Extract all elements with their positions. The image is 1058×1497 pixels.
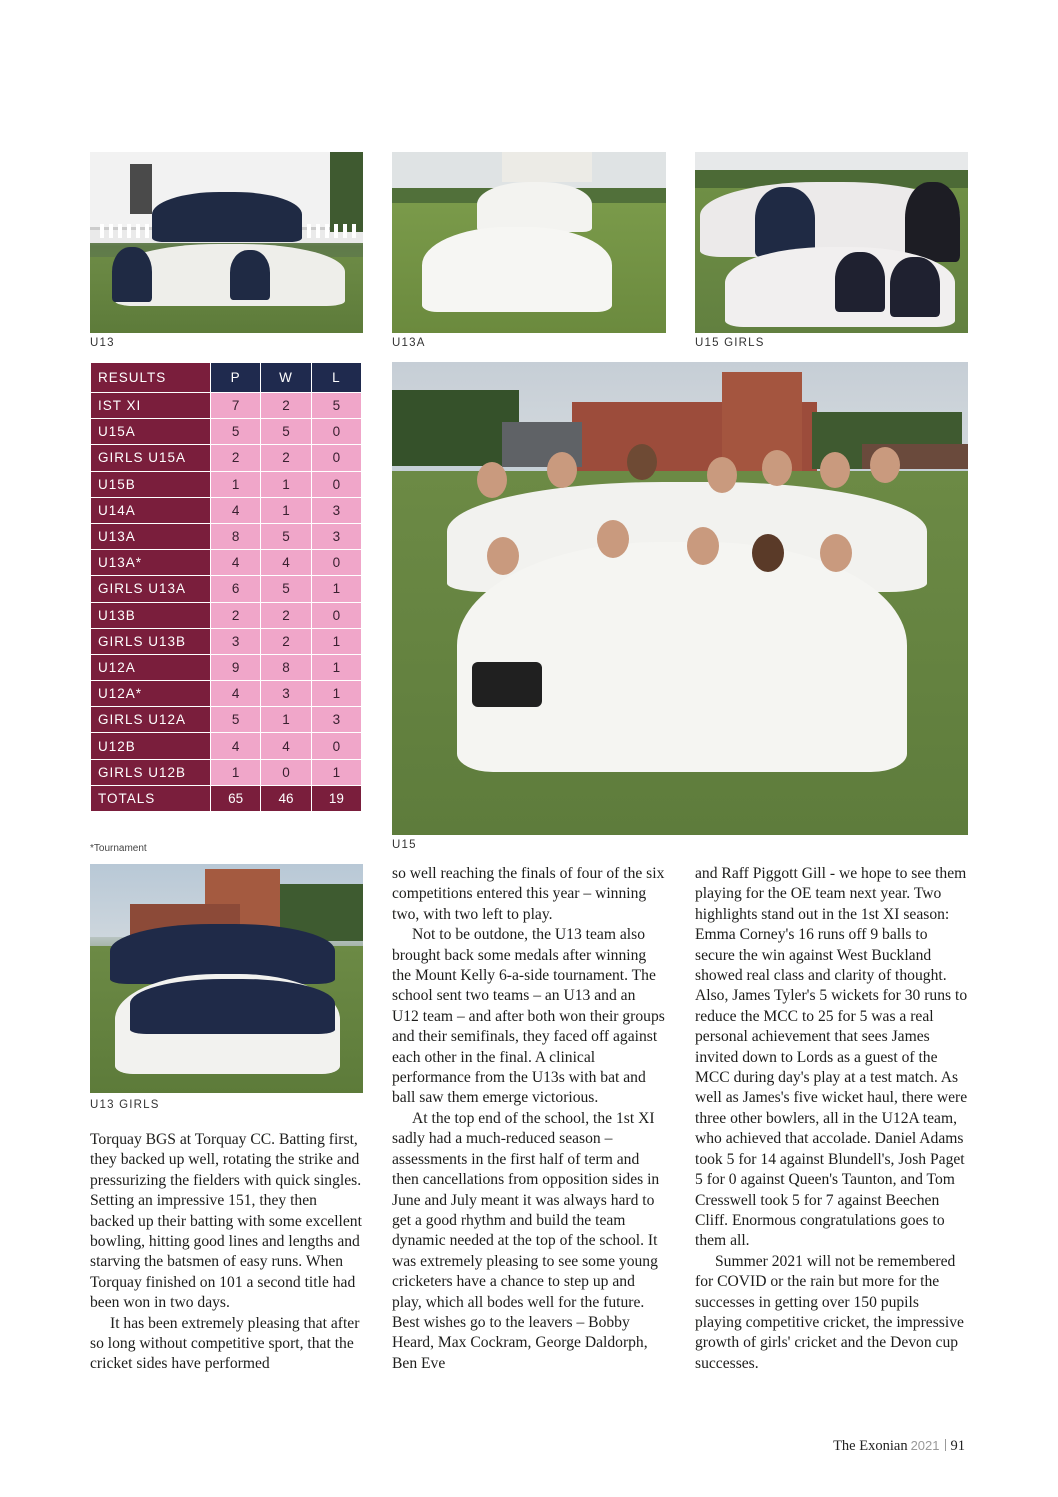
won-value: 8 <box>261 655 310 680</box>
played-value: 1 <box>211 760 260 785</box>
table-row <box>91 419 361 444</box>
publication-name: The Exonian <box>833 1438 908 1454</box>
team-name: U15A <box>91 419 210 444</box>
table-row <box>91 707 361 732</box>
photo-u15 <box>392 362 968 835</box>
photo-caption: U13A <box>392 337 426 349</box>
won-value: 3 <box>261 681 310 706</box>
table-row <box>91 681 361 706</box>
played-value: 3 <box>211 629 260 654</box>
won-value: 2 <box>261 393 310 418</box>
lost-value: 0 <box>312 733 361 758</box>
team-name: GIRLS U15A <box>91 445 210 470</box>
won-value: 5 <box>261 524 310 549</box>
won-value: 1 <box>261 498 310 523</box>
table-row <box>91 445 361 470</box>
played-value: 2 <box>211 603 260 628</box>
team-name: GIRLS U12B <box>91 760 210 785</box>
lost-value: 0 <box>312 550 361 575</box>
article-column-3 <box>695 864 968 1374</box>
played-value: 4 <box>211 733 260 758</box>
photo-u13a <box>392 152 666 333</box>
team-name: IST XI <box>91 393 210 418</box>
played-value: 4 <box>211 550 260 575</box>
lost-value: 3 <box>312 498 361 523</box>
played-value: 2 <box>211 445 260 470</box>
photo-caption: U13 GIRLS <box>90 1099 160 1111</box>
article-paragraph: Summer 2021 will not be remembered for COVID or the rain but more for the successes in getting over 150 pupils playing competitive cricket, the impressive growth of girls' cricket and the Devon cup successes. <box>695 1252 964 1372</box>
won-value: 2 <box>261 603 310 628</box>
photo-caption: U15 GIRLS <box>695 337 765 349</box>
article-paragraph: so well reaching the finals of four of the six competitions entered this year – winning two, with two left to play. <box>392 865 665 923</box>
won-value: 2 <box>261 445 310 470</box>
lost-value: 1 <box>312 629 361 654</box>
lost-value: 0 <box>312 472 361 497</box>
lost-value: 0 <box>312 419 361 444</box>
lost-value: 1 <box>312 576 361 601</box>
team-name: U12B <box>91 733 210 758</box>
played-value: 6 <box>211 576 260 601</box>
team-name: U15B <box>91 472 210 497</box>
table-row <box>91 733 361 758</box>
lost-value: 0 <box>312 603 361 628</box>
won-value: 4 <box>261 733 310 758</box>
lost-value: 1 <box>312 760 361 785</box>
footer-divider <box>945 1439 946 1451</box>
results-header-won: W <box>261 363 310 392</box>
table-row <box>91 655 361 680</box>
lost-value: 1 <box>312 655 361 680</box>
team-name: U13A* <box>91 550 210 575</box>
table-row <box>91 472 361 497</box>
results-header-played: P <box>211 363 260 392</box>
table-footnote: *Tournament <box>90 843 147 854</box>
totals-label: TOTALS <box>91 786 210 811</box>
team-name: U13B <box>91 603 210 628</box>
article-column-2 <box>392 864 665 1374</box>
lost-total: 19 <box>312 786 361 811</box>
page-footer <box>833 1438 965 1455</box>
photo-u15-girls <box>695 152 968 333</box>
table-row <box>91 629 361 654</box>
played-value: 8 <box>211 524 260 549</box>
article-paragraph: and Raff Piggott Gill - we hope to see them playing for the OE team next year. Two highlights stand out in the 1st XI season: Emma Corney's 16 runs off 9 balls to secure the win against West Buckland showed real class and clarity of thought. Also, James Tyler's 5 wickets for 30 runs to reduce the MCC to 25 for 5 was a real personal achievement that sees James invited down to Lords as a guest of the MCC during day's play at a test match. As well as James's five wicket haul, there were three other bowlers, all in the U12A team, who achieved that accolade. Daniel Adams took 5 for 14 against Blundell's, Josh Paget 5 for 0 against Queen's Taunton, and Tom Cresswell took 5 for 7 against Beechen Cliff. Enormous congratulations goes to them all. <box>695 865 968 1250</box>
team-name: U12A* <box>91 681 210 706</box>
team-name: GIRLS U13A <box>91 576 210 601</box>
photo-u13 <box>90 152 363 333</box>
won-total: 46 <box>261 786 310 811</box>
played-value: 9 <box>211 655 260 680</box>
won-value: 4 <box>261 550 310 575</box>
lost-value: 5 <box>312 393 361 418</box>
article-paragraph: At the top end of the school, the 1st XI sadly had a much-reduced season – assessments in the first half of term and then cancellations from opposition sides in June and July meant it was always hard to get a good rhythm and build the team dynamic needed at the top of the school. It was extremely pleasing to see some young cricketers have a chance to step up and play, which all bodes well for the future. Best wishes go to the leavers – Bobby Heard, Max Cockram, George Daldorph, Ben Eve <box>392 1109 660 1372</box>
table-row <box>91 603 361 628</box>
article-column-1 <box>90 1130 363 1375</box>
played-value: 1 <box>211 472 260 497</box>
table-row <box>91 393 361 418</box>
page-number: 91 <box>950 1438 965 1454</box>
played-value: 5 <box>211 707 260 732</box>
results-table <box>90 362 362 812</box>
table-row <box>91 498 361 523</box>
team-name: U13A <box>91 524 210 549</box>
team-name: GIRLS U12A <box>91 707 210 732</box>
lost-value: 0 <box>312 445 361 470</box>
won-value: 5 <box>261 576 310 601</box>
results-table-header <box>91 363 361 392</box>
table-row <box>91 576 361 601</box>
table-row <box>91 550 361 575</box>
played-value: 5 <box>211 419 260 444</box>
photo-u13-girls <box>90 864 363 1093</box>
article-paragraph: It has been extremely pleasing that after so long without competitive sport, that the cricket sides have performed <box>90 1314 360 1373</box>
played-value: 7 <box>211 393 260 418</box>
results-header-team: RESULTS <box>91 363 210 392</box>
results-header-lost: L <box>312 363 361 392</box>
table-row <box>91 524 361 549</box>
won-value: 2 <box>261 629 310 654</box>
won-value: 5 <box>261 419 310 444</box>
team-name: U14A <box>91 498 210 523</box>
won-value: 1 <box>261 707 310 732</box>
article-paragraph: Torquay BGS at Torquay CC. Batting first, they backed up well, rotating the strike and pressurizing the fielders with quick singles. Setting an impressive 151, they then backed up their batting with some excellent bowling, hitting good lines and lengths and starving the batsmen of easy runs. When Torquay finished on 101 a second title had been won in two days. <box>90 1131 362 1312</box>
played-value: 4 <box>211 498 260 523</box>
won-value: 1 <box>261 472 310 497</box>
lost-value: 3 <box>312 707 361 732</box>
played-value: 4 <box>211 681 260 706</box>
table-row <box>91 760 361 785</box>
team-name: GIRLS U13B <box>91 629 210 654</box>
won-value: 0 <box>261 760 310 785</box>
played-total: 65 <box>211 786 260 811</box>
team-name: U12A <box>91 655 210 680</box>
article-paragraph: Not to be outdone, the U13 team also brought back some medals after winning the Mount Kelly 6-a-side tournament. The school sent two teams – an U13 and an U12 team – and after both won their groups and their semifinals, they faced off against each other in the final. A clinical performance from the U13s with bat and ball saw them emerge victorious. <box>392 926 665 1107</box>
lost-value: 3 <box>312 524 361 549</box>
photo-caption: U15 <box>392 839 417 851</box>
photo-caption: U13 <box>90 337 115 349</box>
totals-row <box>91 786 361 811</box>
publication-year: 2021 <box>910 1438 940 1453</box>
lost-value: 1 <box>312 681 361 706</box>
